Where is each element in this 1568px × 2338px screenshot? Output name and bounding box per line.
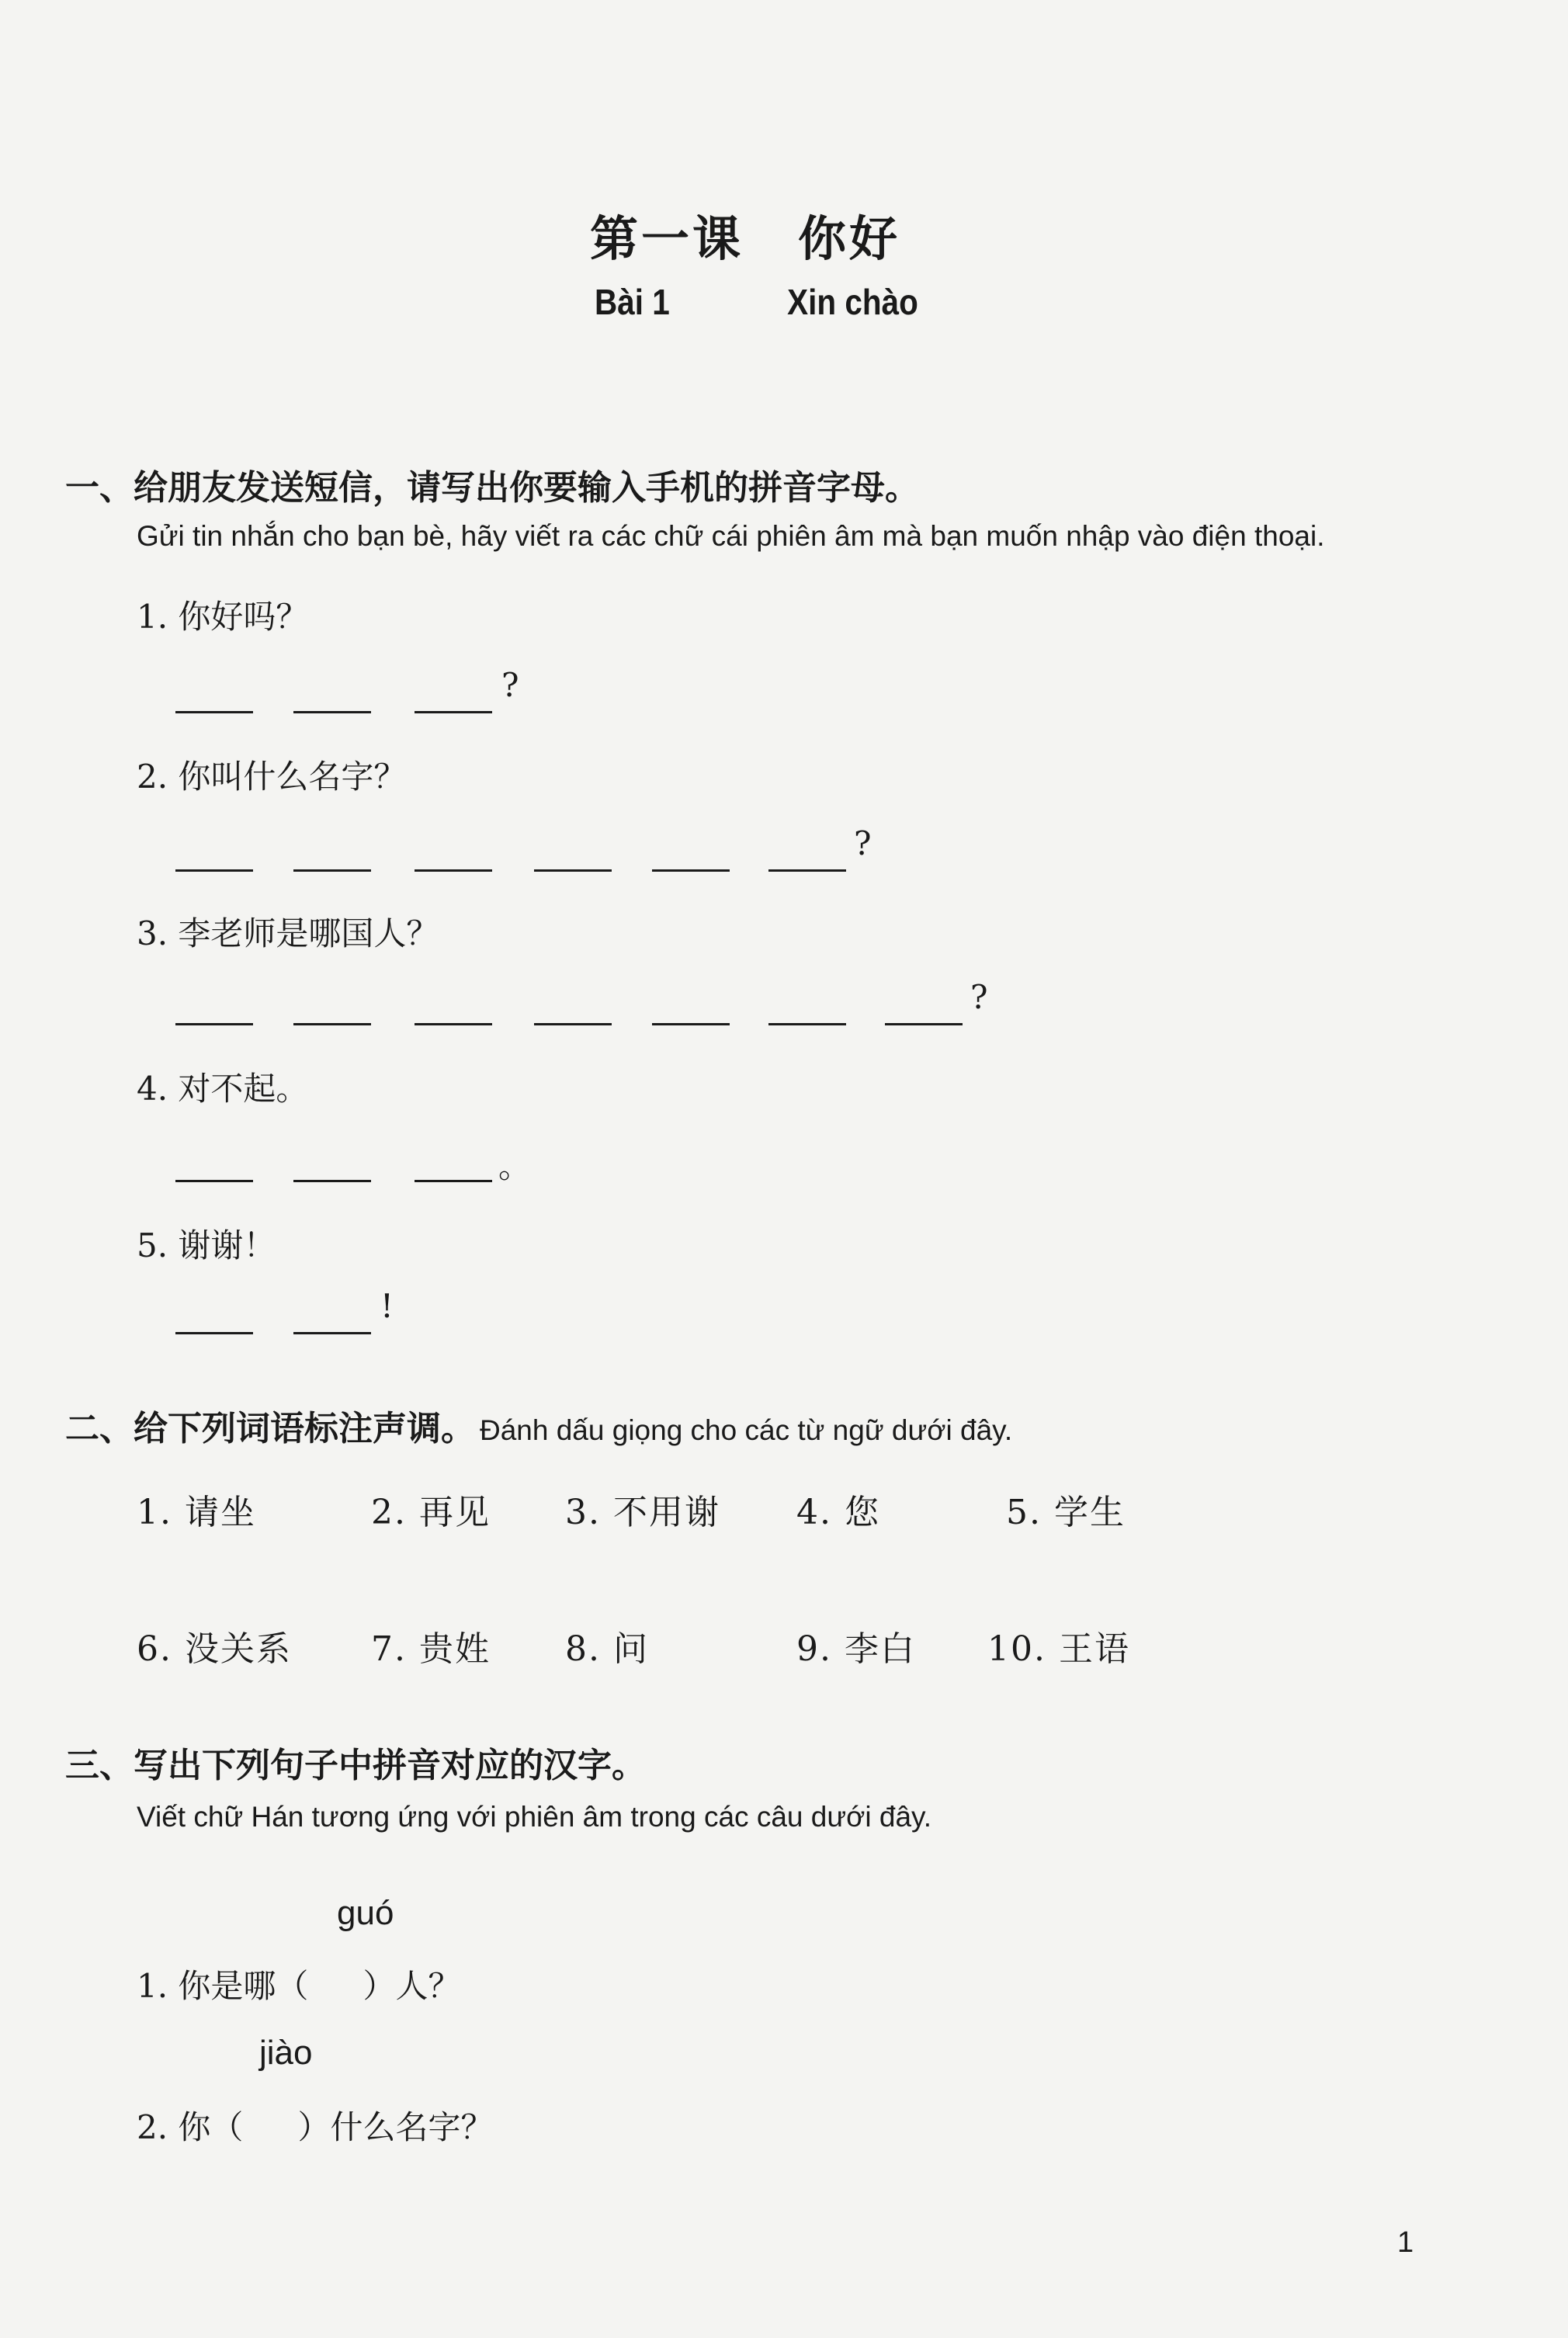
word-9: 9. 李白 bbox=[796, 1629, 916, 1669]
word-6: 6. 没关系 bbox=[137, 1629, 292, 1669]
word-8: 8. 问 bbox=[565, 1629, 649, 1669]
lesson-title-vn bbox=[595, 281, 918, 323]
word-7: 7. 贵姓 bbox=[371, 1629, 491, 1669]
question-2: 2. 你叫什么名字？ bbox=[137, 758, 407, 796]
lesson-topic-vn: Xin chào bbox=[787, 282, 918, 322]
pinyin-jiao: jiào bbox=[259, 2034, 313, 2072]
word-5: 5. 学生 bbox=[1006, 1493, 1126, 1532]
question-3: 3. 李老师是哪国人？ bbox=[137, 914, 439, 952]
word-1: 1. 请坐 bbox=[137, 1493, 256, 1532]
word-2: 2. 再见 bbox=[371, 1493, 491, 1532]
page-number: 1 bbox=[1397, 2226, 1414, 2259]
section3-heading-vn: Viết chữ Hán tương ứng với phiên âm trong các câu dưới đây. bbox=[137, 1801, 932, 1833]
section2-heading-vn: Đánh dấu giọng cho các từ ngữ dưới đây. bbox=[480, 1414, 1013, 1446]
workbook-page: 第一课 你好 Bài 1 Xin chào 一、给朋友发送短信，请写出你要输入手机的拼音字母。 Gửi tin nhắn cho bạn bè, hãy viết ra các chữ cái phiên âm mà bạn muốn nhập vào điện thoại. 1. 你好吗？ ? 2. 你叫什么名字？ ? 3. 李老师是哪国人？ ? 4. 对不起。 。 5. 谢谢！ ! 二、给下列词语标注声调。 Đánh dấu giọng cho các từ ngữ dưới đây. 1. 请坐 2. 再见 3. 不用谢 4. 您 5. 学生 6. 没关系 7. 贵姓 8. 问 9. 李白 10. 王语 三、写出下列句子中拼音对应的汉字。 Viết chữ Hán tương ứng với phiên âm trong các câu dưới đây. guó 1. 你是哪（ ）人？ jiào 2. 你（ ）什么名字？ 1 bbox=[0, 0, 1568, 2338]
fill-sentence-1: 1. 你是哪（ ）人？ bbox=[137, 1967, 461, 2005]
section2-heading bbox=[65, 1400, 1012, 1450]
word-10: 10. 王语 bbox=[987, 1629, 1130, 1669]
pinyin-guo: guó bbox=[337, 1894, 394, 1932]
question-1: 1. 你好吗？ bbox=[137, 598, 309, 636]
question-5: 5. 谢谢！ bbox=[137, 1226, 276, 1264]
section1-heading-vn: Gửi tin nhắn cho bạn bè, hãy viết ra các chữ cái phiên âm mà bạn muốn nhập vào điện thoại. bbox=[137, 520, 1325, 552]
fill-sentence-2: 2. 你（ ）什么名字？ bbox=[137, 2108, 494, 2146]
word-3: 3. 不用谢 bbox=[565, 1493, 720, 1532]
lesson-title-cn bbox=[590, 200, 900, 269]
lesson-number-cn: 第一课 bbox=[590, 210, 744, 267]
section3-heading-cn: 三、写出下列句子中拼音对应的汉字。 bbox=[65, 1746, 646, 1785]
question-4: 4. 对不起。 bbox=[137, 1070, 309, 1108]
lesson-number-vn: Bài 1 bbox=[595, 282, 670, 322]
section1-heading-cn: 一、给朋友发送短信，请写出你要输入手机的拼音字母。 bbox=[65, 468, 919, 508]
section2-heading-cn: 二、给下列词语标注声调。 bbox=[65, 1409, 475, 1448]
word-4: 4. 您 bbox=[796, 1493, 880, 1532]
lesson-topic-cn: 你好 bbox=[798, 210, 901, 267]
